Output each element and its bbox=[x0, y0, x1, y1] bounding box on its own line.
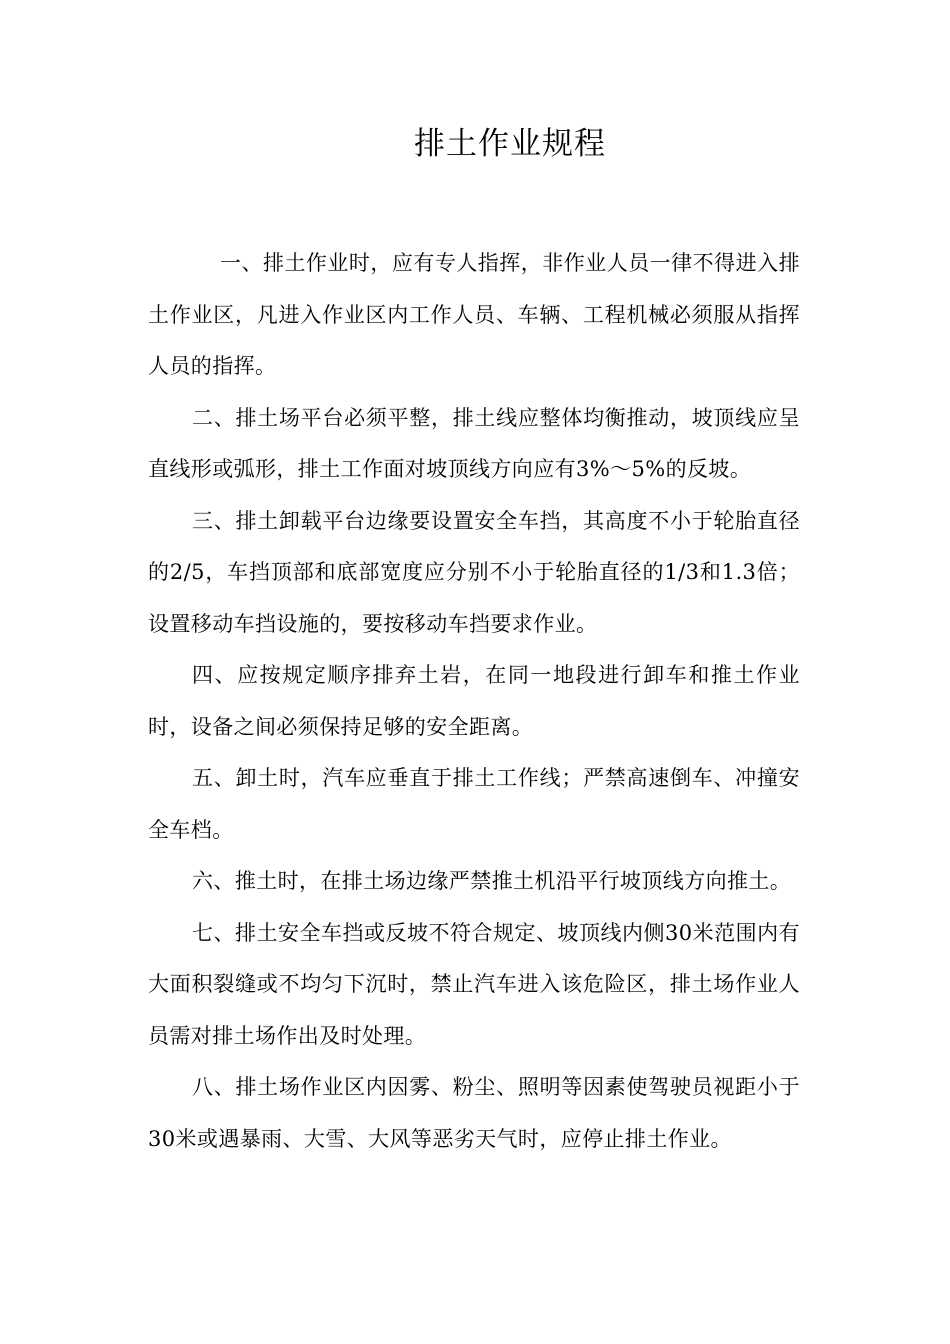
paragraph-1: 一、排土作业时，应有专人指挥，非作业人员一律不得进入排土作业区，凡进入作业区内工作人员、车辆、工程机械必须服从指挥人员的指挥。 bbox=[148, 251, 800, 378]
paragraph-6: 六、推土时，在排土场边缘严禁推土机沿平行坡顶线方向推土。 bbox=[192, 869, 792, 893]
paragraph-7: 七、排土安全车挡或反坡不符合规定、坡顶线内侧30米范围内有大面积裂缝或不均匀下沉时，禁止汽车进入该危险区，排土场作业人员需对排土场作出及时处理。 bbox=[148, 920, 800, 1048]
document-title: 排土作业规程 bbox=[414, 126, 606, 162]
paragraph-4: 四、应按规定顺序排弃土岩，在同一地段进行卸车和推土作业时，设备之间必须保持足够的安全距离。 bbox=[148, 663, 800, 739]
paragraph-5: 五、卸土时，汽车应垂直于排土工作线；严禁高速倒车、冲撞安全车档。 bbox=[148, 766, 800, 842]
paragraph-8: 八、排土场作业区内因雾、粉尘、照明等因素使驾驶员视距小于30米或遇暴雨、大雪、大风等恶劣天气时，应停止排土作业。 bbox=[148, 1075, 800, 1151]
paragraph-3: 三、排土卸载平台边缘要设置安全车挡，其高度不小于轮胎直径的2/5，车挡顶部和底部宽度应分别不小于轮胎直径的1/3和1.3倍；设置移动车挡设施的，要按移动车挡要求作业。 bbox=[148, 508, 800, 636]
paragraph-2: 二、排土场平台必须平整，排土线应整体均衡推动，坡顶线应呈直线形或弧形，排土工作面对坡顶线方向应有3%～5%的反坡。 bbox=[148, 405, 800, 481]
document-body bbox=[148, 238, 800, 1165]
